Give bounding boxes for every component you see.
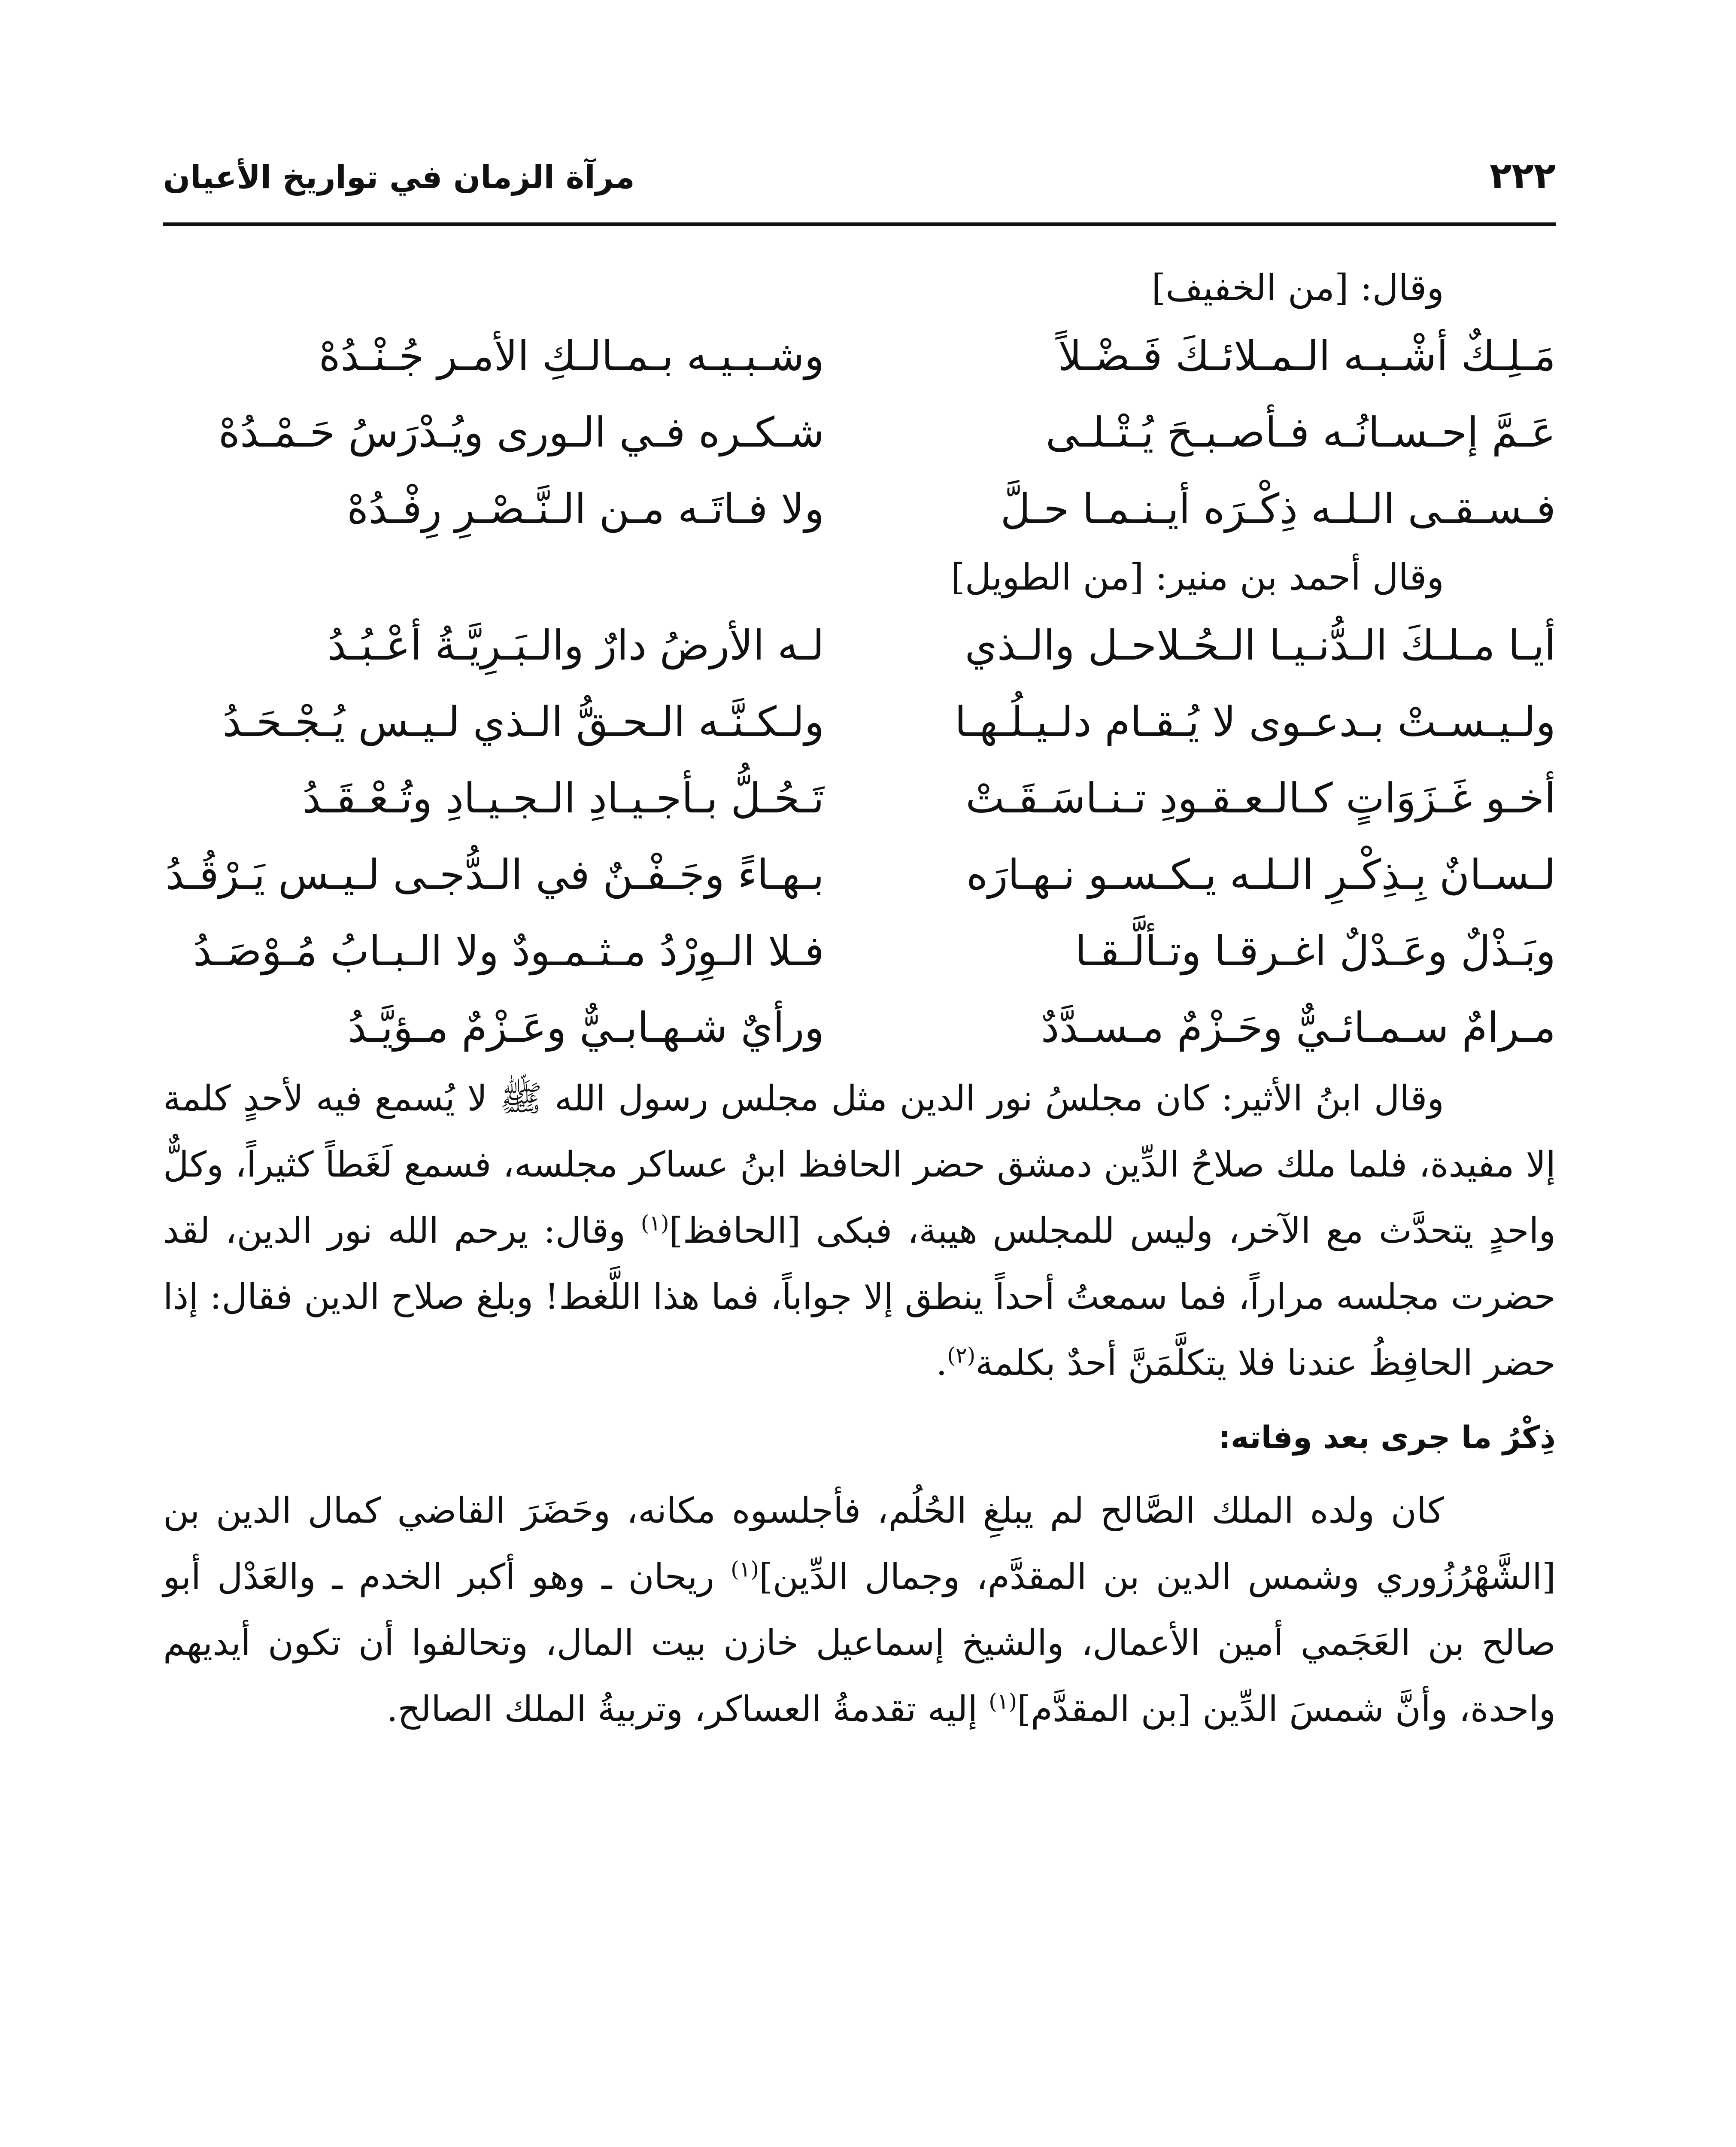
header-rule: [163, 222, 1556, 226]
verse-first-hemistich: فـسـقـى الـلـه ذِكْـرَه أيـنـمـا حـلَّ: [1000, 485, 1556, 533]
paragraph-after-death: [163, 1478, 1556, 1743]
footnote-reference: (١): [731, 1557, 759, 1582]
running-header: [163, 142, 1556, 206]
verse-first-hemistich: وبَـذْلٌ وعَـدْلٌ اغـرقـا وتـألَّـقـا: [1075, 927, 1556, 975]
page-number: ٢٢٢: [1490, 155, 1556, 197]
paragraph-text: وقال ابنُ الأثير: كان مجلسُ نور الدين مثل مجلس رسول الله ﷺ لا يُسمع فيه لأحدٍ كلمة إلا مفيدة، فلما ملك صلاحُ الدِّين دمشق حضر الحافظ ابنُ عساكر مجلسه، فسمع لَغَطاً كثيراً، وكلٌّ واحدٍ يتحدَّث مع الآخر، وليس للمجلس هيبة، فبكى [الحافظ]: [163, 1078, 1556, 1251]
paragraph-text: .: [936, 1343, 947, 1384]
verse-first-hemistich: مَـلِـكٌ أشْـبـه الـمـلائـكَ فَـضْـلاً: [1058, 332, 1556, 380]
verse-second-hemistich: لـه الأرضُ دارٌ والـبَـرِيَّـةُ أعْـبُـدُ: [328, 621, 824, 669]
verse-second-hemistich: ولا فـاتَـه مـن الـنَّـصْـرِ رِفْـدُهْ: [347, 485, 824, 533]
footnote-reference: (١): [640, 1210, 669, 1236]
verse: [163, 318, 1556, 394]
verse-second-hemistich: شـكـره فـي الـورى ويُـدْرَسُ حَـمْـدُهْ: [218, 408, 824, 456]
verse: [163, 760, 1556, 836]
verse-first-hemistich: عَـمَّ إحـسـانُـه فـأصـبـحَ يُـتْـلـى: [1045, 408, 1556, 456]
paragraph-text: كان ولده الملك الصَّالح لم يبلغِ الحُلُم، فأجلسوه مكانه، وحَضَرَ القاضي كمال الدين بن [الشَّهْرُزُوري وشمس الدين بن المقدَّم، وجمال الدِّين]: [163, 1490, 1556, 1597]
verse-second-hemistich: فـلا الـوِرْدُ مـثـمـودٌ ولا الـبـابُ مُـوْصَـدُ: [193, 927, 824, 975]
section-heading: ذِكْرُ ما جرى بعد وفاته:: [1218, 1419, 1556, 1455]
poem-1: [163, 318, 1556, 547]
paragraph-ibn-al-athir: [163, 1066, 1556, 1396]
verse: [163, 913, 1556, 989]
poem-1-intro: وقال: [من الخفيف]: [1151, 267, 1444, 309]
verse-second-hemistich: بـهـاءً وجَـفْـنٌ في الـدُّجـى لـيـس يَـرْقُـدُ: [165, 851, 824, 899]
verse-first-hemistich: أيـا مـلـكَ الـدُّنـيـا الـحُـلاحـل والـذي: [965, 621, 1556, 669]
footnote-reference: (٢): [947, 1343, 976, 1368]
verse: [163, 471, 1556, 547]
paragraph-text: إليه تقدمةُ العساكر، وتربيةُ الملك الصالح.: [386, 1689, 989, 1730]
page-body: [163, 258, 1556, 1743]
verse-first-hemistich: لـسـانٌ بِـذِكْـرِ الـلـه يـكـسـو نـهـارَه: [966, 851, 1556, 899]
running-title: مرآة الزمان في تواريخ الأعيان: [163, 159, 635, 196]
poem-2-intro: وقال أحمد بن منير: [من الطويل]: [950, 556, 1444, 598]
verse-second-hemistich: ولـكـنَّـه الـحـقُّ الـذي لـيـس يُـجْـحَـدُ: [222, 698, 824, 746]
verse: [163, 989, 1556, 1066]
paragraph-text: وقال: يرحم الله نور الدين، لقد حضرت مجلسه مراراً، فما سمعتُ أحداً ينطق إلا جواباً، فما هذا اللَّغط! وبلغ صلاح الدين فقال: إذا حضر الحافِظُ عندنا فلا يتكلَّمَنَّ أحدٌ بكلمة: [163, 1210, 1556, 1384]
verse-first-hemistich: أخـو غَـزَوَاتٍ كـالـعـقـودِ تـنـاسَـقَـتْ: [965, 774, 1556, 822]
verse-second-hemistich: تَـحُـلُّ بـأجـيـادِ الـجـيـادِ وتُـعْـقَـدُ: [302, 774, 824, 822]
verse: [163, 684, 1556, 760]
verse-first-hemistich: مـرامٌ سـمـائـيٌّ وحَـزْمٌ مـسـدَّدٌ: [1041, 1004, 1556, 1052]
verse-first-hemistich: ولـيـسـتْ بـدعـوى لا يُـقـام دلـيـلُـهـا: [954, 698, 1556, 746]
verse: [163, 394, 1556, 471]
verse-second-hemistich: ورأيٌ شـهـابـيٌّ وعَـزْمٌ مـؤيَّـدُ: [348, 1004, 824, 1052]
verse: [163, 607, 1556, 684]
verse: [163, 836, 1556, 913]
paragraph-text: ريحان ـ وهو أكبر الخدم ـ والعَدْل أبو صالح بن العَجَمي أمين الأعمال، والشيخ إسماعيل خازن بيت المال، وتحالفوا أن تكون أيديهم واحدة، وأنَّ شمسَ الدِّين [بن المقدَّم]: [163, 1557, 1556, 1730]
verse-second-hemistich: وشـبـيـه بـمـالـكِ الأمـر جُـنْـدُهْ: [319, 332, 824, 380]
poem-2: [163, 607, 1556, 1066]
footnote-reference: (١): [989, 1689, 1017, 1714]
